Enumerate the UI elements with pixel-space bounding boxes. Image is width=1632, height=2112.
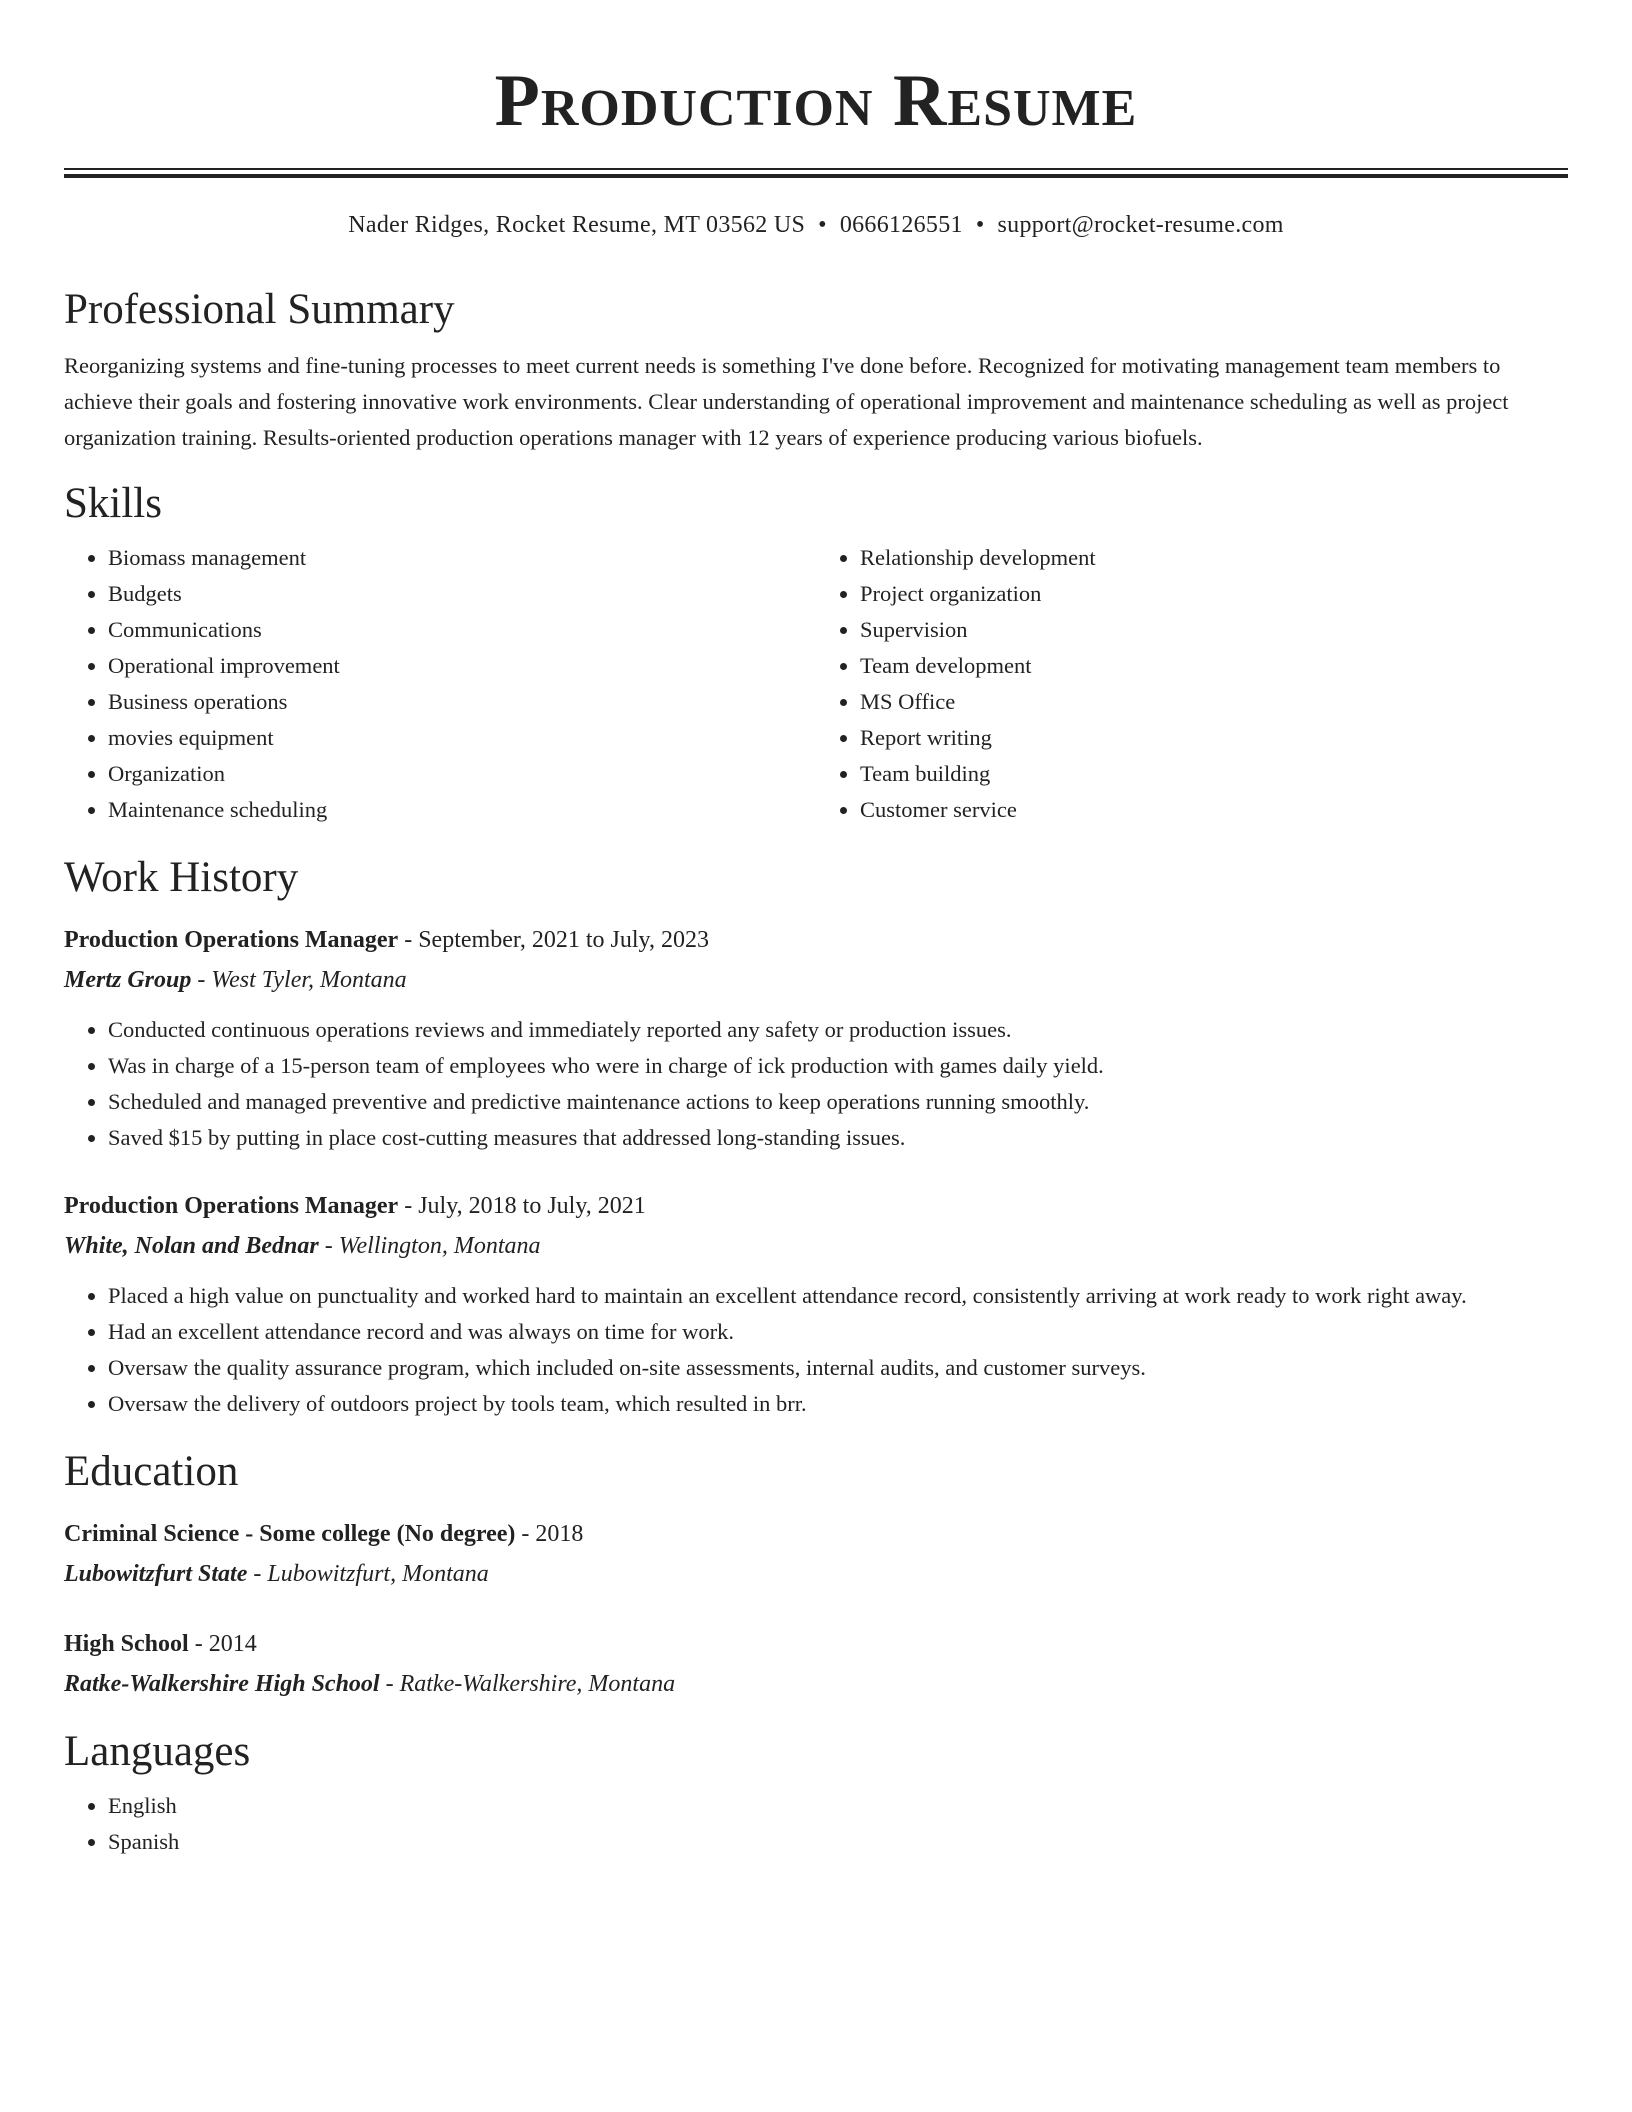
- job-dates: - July, 2018 to July, 2021: [398, 1193, 646, 1219]
- language-item: • English: [108, 1788, 1568, 1824]
- contact-address: Nader Ridges, Rocket Resume, MT 03562 US: [348, 212, 806, 238]
- job-company: Mertz Group: [64, 967, 192, 993]
- job-location: - Wellington, Montana: [318, 1233, 541, 1259]
- education-location: - Lubowitzfurt, Montana: [247, 1561, 489, 1587]
- job-bullets: [64, 1278, 1568, 1422]
- skill-item: • MS Office: [860, 684, 1568, 720]
- job-bullets: [64, 1012, 1568, 1156]
- education-entry: [64, 1514, 1568, 1594]
- skill-item: • Team development: [860, 648, 1568, 684]
- education-degree-line: [64, 1624, 1568, 1664]
- education-school-line: [64, 1664, 1568, 1704]
- job-company-line: [64, 960, 1568, 1000]
- education-year: - 2018: [515, 1521, 584, 1547]
- skill-item: • Biomass management: [108, 540, 816, 576]
- skill-item: • Operational improvement: [108, 648, 816, 684]
- job-company: White, Nolan and Bednar: [64, 1233, 319, 1259]
- contact-separator: •: [818, 212, 827, 238]
- job-bullet: • Scheduled and managed preventive and predictive maintenance actions to keep operations running smoothly.: [108, 1084, 1568, 1120]
- languages-heading: Languages: [64, 1728, 251, 1775]
- skill-item: • Report writing: [860, 720, 1568, 756]
- education-heading: Education: [64, 1448, 239, 1495]
- languages-list: [64, 1788, 1568, 1860]
- skill-item: • Business operations: [108, 684, 816, 720]
- title-double-rule: [64, 168, 1568, 178]
- contact-separator: •: [975, 212, 985, 238]
- summary-heading: Professional Summary: [64, 286, 455, 333]
- education-location: - Ratke-Walkershire, Montana: [379, 1671, 676, 1697]
- education-school: Ratke-Walkershire High School: [64, 1671, 380, 1697]
- skills-list-right: [816, 540, 1568, 828]
- job-bullet: • Conducted continuous operations reviews and immediately reported any safety or production issues.: [108, 1012, 1568, 1048]
- summary-text: Reorganizing systems and fine-tuning processes to meet current needs is something I've done before. Recognized for motivating management team members to achieve their goals and fostering innovative work environments. Clear understanding of operational improvement and maintenance scheduling as well as project organization training. Results-oriented production operations manager with 12 years of experience producing various biofuels.: [64, 353, 1509, 450]
- skills-grid: [64, 540, 1568, 828]
- job-entry: [64, 1186, 1568, 1422]
- job-bullet: • Was in charge of a 15-person team of employees who were in charge of ick production with games daily yield.: [108, 1048, 1568, 1084]
- job-bullet: • Saved $15 by putting in place cost-cutting measures that addressed long-standing issues.: [108, 1120, 1568, 1156]
- education-entry: [64, 1624, 1568, 1704]
- education-school: Lubowitzfurt State: [64, 1561, 248, 1587]
- contact-email: support@rocket-resume.com: [997, 212, 1284, 238]
- job-title-line: [64, 1186, 1568, 1226]
- skill-item: • Supervision: [860, 612, 1568, 648]
- skill-item: • Organization: [108, 756, 816, 792]
- contact-line: [64, 208, 1568, 242]
- education-degree: Criminal Science - Some college (No degree): [64, 1521, 516, 1547]
- education-year: - 2014: [188, 1631, 257, 1657]
- skills-heading: Skills: [64, 480, 162, 527]
- skill-item: • Customer service: [860, 792, 1568, 828]
- work-history-heading: Work History: [64, 854, 299, 901]
- resume-title: Production Resume: [494, 60, 1138, 142]
- job-dates: - September, 2021 to July, 2023: [398, 927, 709, 953]
- job-title: Production Operations Manager: [64, 1193, 399, 1219]
- education-school-line: [64, 1554, 1568, 1594]
- job-bullet: • Oversaw the delivery of outdoors project by tools team, which resulted in brr.: [108, 1386, 1568, 1422]
- skill-item: • Maintenance scheduling: [108, 792, 816, 828]
- education-degree-line: [64, 1514, 1568, 1554]
- job-title: Production Operations Manager: [64, 927, 399, 953]
- job-bullet: • Placed a high value on punctuality and worked hard to maintain an excellent attendance record, consistently arriving at work ready to work right away.: [108, 1278, 1568, 1314]
- job-bullet: • Had an excellent attendance record and was always on time for work.: [108, 1314, 1568, 1350]
- job-title-line: [64, 920, 1568, 960]
- skill-item: • Relationship development: [860, 540, 1568, 576]
- skill-item: • movies equipment: [108, 720, 816, 756]
- skill-item: • Team building: [860, 756, 1568, 792]
- job-entry: [64, 920, 1568, 1156]
- job-location: - West Tyler, Montana: [191, 967, 407, 993]
- language-item: • Spanish: [108, 1824, 1568, 1860]
- job-bullet: • Oversaw the quality assurance program, which included on-site assessments, internal audits, and customer surveys.: [108, 1350, 1568, 1386]
- job-company-line: [64, 1226, 1568, 1266]
- skill-item: • Project organization: [860, 576, 1568, 612]
- contact-phone: 0666126551: [839, 212, 963, 238]
- skill-item: • Budgets: [108, 576, 816, 612]
- skills-list-left: [64, 540, 816, 828]
- skill-item: • Communications: [108, 612, 816, 648]
- education-degree: High School: [64, 1631, 189, 1657]
